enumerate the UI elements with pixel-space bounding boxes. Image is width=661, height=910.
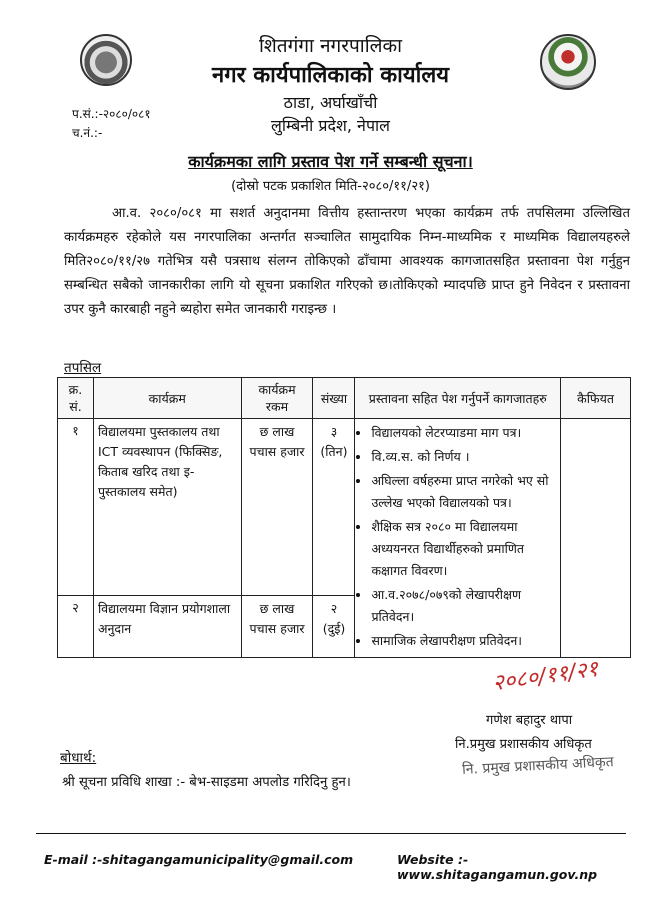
row-count: २ (दुई) [313,595,355,657]
header-count: संख्या [313,378,355,419]
list-item: • शैक्षिक सत्र २०८० मा विद्यालयमा अध्ययनरत विद्यार्थीहरुको प्रमाणित कक्षागत विवरण। [371,516,556,582]
remarks-cell [561,419,631,658]
list-item: • विद्यालयको लेटरप्याडमा माग पत्र। [371,422,556,444]
province-name: लुम्बिनी प्रदेश, नेपाल [270,116,391,135]
cc-label: बोधार्थ: [60,750,97,766]
row-program: विद्यालयमा पुस्तकालय तथा ICT व्यवस्थापन (फिक्सिङ, किताब खरिद तथा इ-पुस्तकालय समेत) [93,419,241,596]
list-item: • सामाजिक लेखापरीक्षण प्रतिवेदन। [371,630,556,652]
header-docs: प्रस्तावना सहित पेश गर्नुपर्ने कागजातहरु [355,378,561,419]
docs-list [359,422,556,652]
header-remarks: कैफियत [561,378,631,419]
row-count: ३ (तिन) [313,419,355,596]
municipality-name: शितगंगा नगरपालिका [258,35,403,57]
schedule-label: तपसिल [64,360,102,376]
cc-recipient: श्री सूचना प्रविधि शाखा :- बेभ-साइडमा अपलोड गरिदिनु हुन। [62,775,351,790]
program-table [57,377,631,658]
row-program: विद्यालयमा विज्ञान प्रयोगशाला अनुदान [93,595,241,657]
list-item: • अघिल्ला वर्षहरुमा प्राप्त नगरेको भए सो उल्लेख भएको विद्यालयको पत्र। [371,470,556,514]
handwritten-signature: २०८०/११/२१ [490,656,600,697]
row-sn: २ [58,595,94,657]
dispatch-number: च.नं.:- [72,126,103,140]
footer-divider [36,833,626,834]
notice-body-text: आ.व. २०८०/०८१ मा सशर्त अनुदानमा वित्तीय हस्तान्तरण भएका कार्यक्रम तर्फ तपसिलमा उल्लिखित कार्यक्रमहरु रहेकोले यस नगरपालिका अन्तर्गत सञ्चालित सामुदायिक निम्न-माध्यमिक र माध्यमिक विद्यालयहरुले मिति२०८०/११/२७ गतेभित्र यसै पत्रसाथ संलग्न तोकिएको ढाँचामा आवश्यक कागजातसहित प्रस्तावना पेश गर्नुहुन सम्बन्धित सबैको जानकारीका लागि यो सूचना प्रकाशित गरिएको छ।तोकिएको म्यादपछि प्राप्त हुने निवेदन र प्रस्तावना उपर कुनै कारबाही नहुने ब्यहोरा समेत जानकारी गराइन्छ । [64,206,630,317]
row-amount: छ लाख पचास हजार [241,419,313,596]
footer-email: E-mail :-shitagangamunicipality@gmail.com [44,852,354,867]
footer-website: Website :-www.shitagangamun.gov.np [397,852,598,882]
header-amount: कार्यक्रम रकम [241,378,313,419]
notice-subtitle: (दोस्रो पटक प्रकाशित मिति-२०८०/११/२१) [231,179,430,194]
list-item: • आ.व.२०७८/०७९को लेखापरीक्षण प्रतिवेदन। [371,584,556,628]
reference-number: प.सं.:-२०८०/०८१ [72,107,151,121]
official-stamp: नि. प्रमुख प्रशासकीय अधिकृत [461,754,615,778]
notice-title: कार्यक्रमका लागि प्रस्ताव पेश गर्ने सम्बन्धी सूचना। [188,152,473,171]
office-name: नगर कार्यपालिकाको कार्यालय [212,63,449,88]
header-program: कार्यक्रम [93,378,241,419]
table-row [58,419,631,596]
header-sn: क्र. सं. [58,378,94,419]
office-address: ठाडा, अर्घाखाँची [283,93,378,112]
signatory-name: गणेश बहादुर थापा [486,713,573,728]
notice-body [64,202,630,322]
list-item: • वि.व्य.स. को निर्णय । [371,446,556,468]
row-amount: छ लाख पचास हजार [241,595,313,657]
row-sn: १ [58,419,94,596]
table-header-row [58,378,631,419]
signatory-post: नि.प्रमुख प्रशासकीय अधिकृत [455,737,592,752]
docs-cell [355,419,561,658]
